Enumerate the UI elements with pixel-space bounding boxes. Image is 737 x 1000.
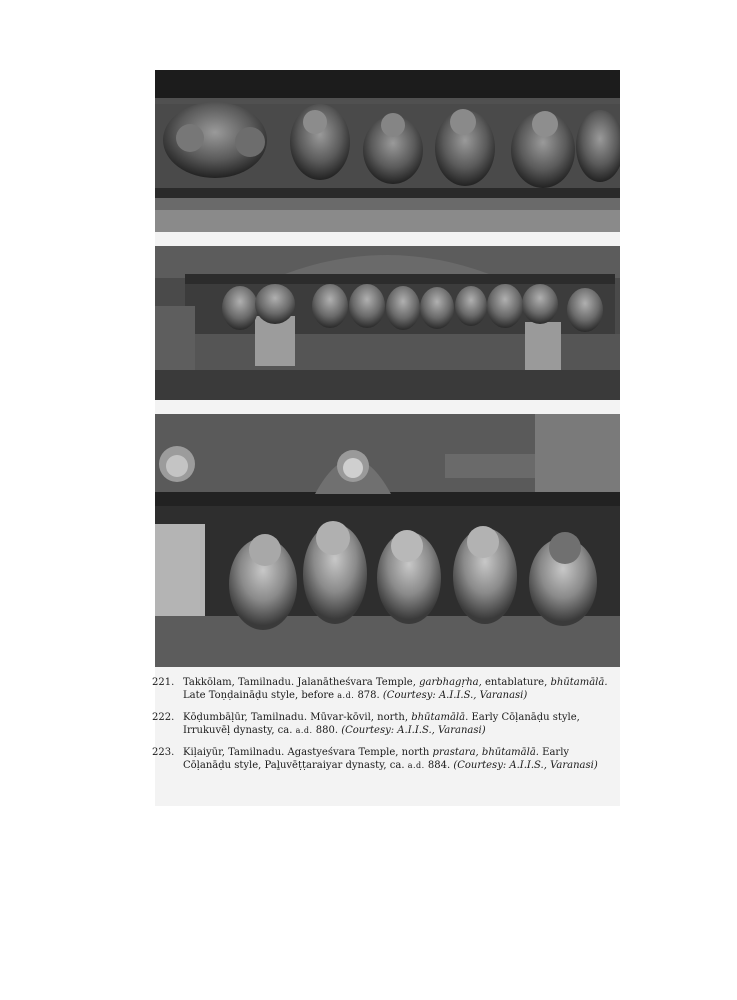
caption-221: 221. Takkōlam, Tamilnadu. Jalanātheśvara Temple, garbhagṛha, entablature, bhūtamālā. Late Toṇḍaināḍu style, before a.d. 878. (Courtesy: A.I.I.S., Varanasi) bbox=[152, 677, 608, 701]
dwarf-figures-221 bbox=[163, 102, 620, 188]
photo-222-image bbox=[155, 246, 620, 400]
photo-223 bbox=[155, 414, 620, 667]
caption-number: 223. bbox=[152, 747, 175, 758]
photo-222 bbox=[155, 246, 620, 400]
caption-number: 222. bbox=[152, 712, 175, 723]
captions bbox=[152, 676, 620, 781]
photo-221 bbox=[155, 70, 620, 232]
photo-221-image bbox=[155, 70, 620, 232]
photo-223-image bbox=[155, 414, 620, 667]
caption-223: 223. Kiḷaiyūr, Tamilnadu. Agastyeśvara Temple, north prastara, bhūtamālā. Early Cōḷanāḍu style, Paḻuvēṭṭaraiyar dynasty, ca. a.d. 884. (Courtesy: A.I.I.S., Varanasi) bbox=[152, 747, 598, 771]
caption-222: 222. Kōḍumbāḷūr, Tamilnadu. Mūvar-kōvil, north, bhūtamālā. Early Cōḷanāḍu style, Irrukuvēḷ dynasty, ca. a.d. 880. (Courtesy: A.I.I.S., Varanasi) bbox=[152, 712, 580, 736]
plate-sheet bbox=[152, 70, 620, 806]
caption-number: 221. bbox=[152, 677, 175, 688]
